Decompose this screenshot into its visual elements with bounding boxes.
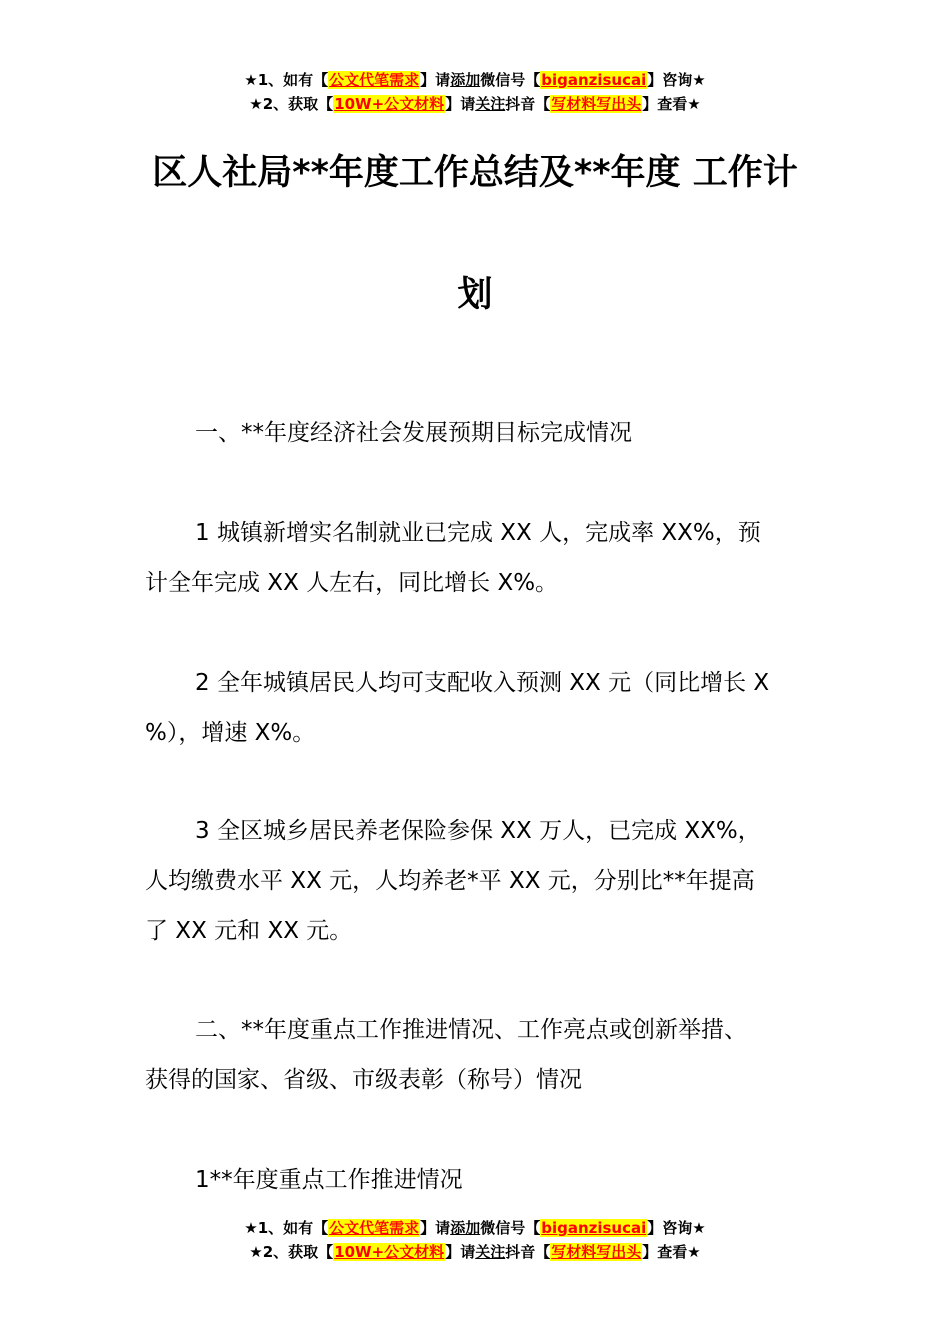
promo-line-1: ★1、如有【公文代笔需求】请添加微信号【biganzisucai】咨询★ <box>244 1219 706 1237</box>
document-title-line-2: 划 <box>457 275 493 315</box>
highlight-materials: 10W+公文材料 <box>334 1243 445 1261</box>
promo-banner-top <box>0 68 950 116</box>
paragraph-item-1: 1 城镇新增实名制就业已完成 XX 人，完成率 XX%，预 计全年完成 XX 人左右，同比增长 X%。 <box>145 520 761 596</box>
document-title-line-1: 区人社局**年度工作总结及**年度 工作计 <box>152 153 798 193</box>
paragraph-item-3: 3 全区城乡居民养老保险参保 XX 万人，已完成 XX%， 人均缴费水平 XX 元，人均养老*平 XX 元，分别比**年提高 了 XX 元和 XX 元。 <box>145 818 761 944</box>
subsection-1-heading: 1**年度重点工作推进情况 <box>195 1167 463 1193</box>
section-1-heading: 一、**年度经济社会发展预期目标完成情况 <box>195 420 632 446</box>
highlight-wechat-id: biganzisucai <box>541 1219 647 1237</box>
promo-line-2: ★2、获取【10W+公文材料】请关注抖音【写材料写出头】查看★ <box>249 1243 701 1261</box>
highlight-wechat-id: biganzisucai <box>541 71 647 89</box>
promo-banner-bottom <box>0 1216 950 1264</box>
highlight-douyin-account: 写材料写出头 <box>551 1243 642 1261</box>
highlight-service: 公文代笔需求 <box>329 1219 420 1237</box>
paragraph-item-2: 2 全年城镇居民人均可支配收入预测 XX 元（同比增长 X %），增速 X%。 <box>145 670 770 746</box>
promo-line-2: ★2、获取【10W+公文材料】请关注抖音【写材料写出头】查看★ <box>249 95 701 113</box>
section-2-heading: 二、**年度重点工作推进情况、工作亮点或创新举措、 获得的国家、省级、市级表彰（称号）情况 <box>145 1017 747 1093</box>
promo-line-1: ★1、如有【公文代笔需求】请添加微信号【biganzisucai】咨询★ <box>244 71 706 89</box>
highlight-service: 公文代笔需求 <box>329 71 420 89</box>
highlight-douyin-account: 写材料写出头 <box>551 95 642 113</box>
highlight-materials: 10W+公文材料 <box>334 95 445 113</box>
